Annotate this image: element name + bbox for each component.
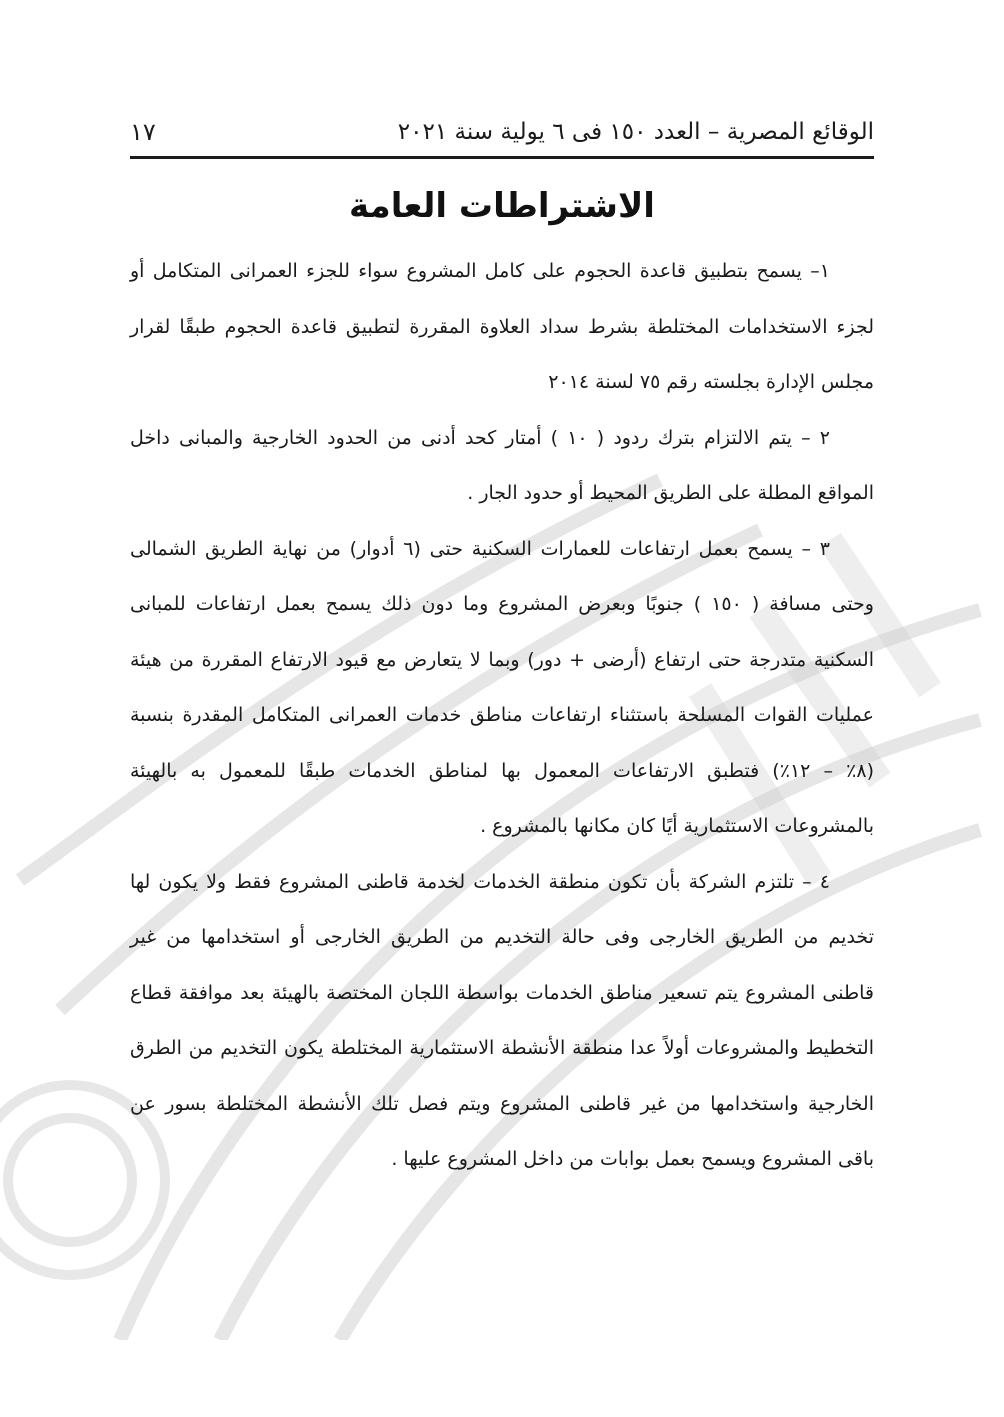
gazette-issue-title: الوقائع المصرية – العدد ١٥٠ فى ٦ يولية سنة ٢٠٢١ — [397, 119, 874, 145]
page-header — [130, 112, 874, 152]
clause-2: ٢ – يتم الالتزام بترك ردود ( ١٠ ) أمتار كحد أدنى من الحدود الخارجية والمبانى داخل المواقع المطلة على الطريق المحيط أو حدود الجار . — [130, 426, 874, 504]
document-title: الاشتراطات العامة — [349, 186, 655, 226]
clause-3: ٣ – يسمح بعمل ارتفاعات للعمارات السكنية حتى (٦ أدوار) من نهاية الطريق الشمالى وحتى مسافة ( ١٥٠ ) جنوبًا وبعرض المشروع وما دون ذلك يسمح بعمل ارتفاعات للمبانى السكنية متدرجة حتى ارتفاع (أرضى + دور) وبما لا يتعارض مع قيود الارتفاع المقررة من هيئة عمليات القوات المسلحة باستثناء ارتفاعات مناطق خدمات العمرانى المتكامل المقدرة بنسبة (٨٪ – ١٢٪) فتطبق الارتفاعات المعمول بها لمناطق الخدمات طبقًا للمعمول به بالهيئة بالمشروعات الاستثمارية أيًا كان مكانها بالمشروع . — [130, 537, 874, 837]
clause-1: ١– يسمح بتطبيق قاعدة الحجوم على كامل المشروع سواء للجزء العمرانى المتكامل أو لجزء الاستخدامات المختلطة بشرط سداد العلاوة المقررة لتطبيق قاعدة الحجوم طبقًا لقرار مجلس الإدارة بجلسته رقم ٧٥ لسنة ٢٠١٤ — [130, 260, 874, 393]
document-body — [130, 244, 874, 1188]
header-divider — [130, 156, 874, 159]
clause-4: ٤ – تلتزم الشركة بأن تكون منطقة الخدمات لخدمة قاطنى المشروع فقط ولا يكون لها تخديم من الطريق الخارجى وفى حالة التخديم من الطريق الخارجى أو استخدامها من غير قاطنى المشروع يتم تسعير مناطق الخدمات بواسطة اللجان المختصة بالهيئة بعد موافقة قطاع التخطيط والمشروعات أولاً عدا منطقة الأنشطة الاستثمارية المختلطة يكون التخديم من الطرق الخارجية واستخدامها من غير قاطنى المشروع ويتم فصل تلك الأنشطة المختلطة بسور عن باقى المشروع ويسمح بعمل بوابات من داخل المشروع عليها . — [130, 870, 874, 1170]
page-number: ١٧ — [130, 118, 156, 146]
